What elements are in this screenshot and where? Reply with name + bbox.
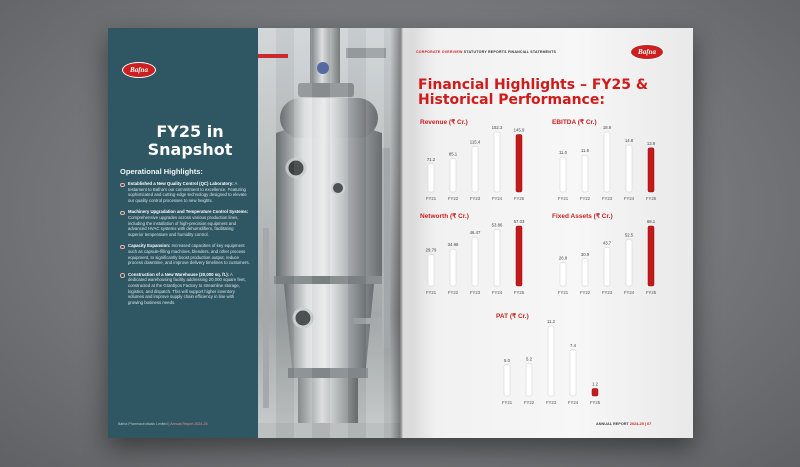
machine-photo xyxy=(258,28,400,438)
bafna-logo-right: Bafna xyxy=(630,44,664,60)
chart-data-label: 13.9 xyxy=(646,140,656,146)
chart-data-label: 30.9 xyxy=(580,251,590,257)
breadcrumb-corporate-overview: CORPORATE OVERVIEW xyxy=(416,50,463,54)
chart-data-label: 115.4 xyxy=(469,139,481,145)
chart-data-label: 71.2 xyxy=(426,156,436,162)
right-page xyxy=(400,28,693,438)
highlight-text: A dedicated warehousing facility addressing 20,000 square feet, constructed at the Grantlyon Factory to streamline storage, logistics, and dispatch. This will support higher inventory volumes and improve supply chain efficiency in line with growing business needs. xyxy=(128,271,246,305)
chart-category-label: FY21 xyxy=(557,290,569,295)
chart-category-label: FY21 xyxy=(501,400,513,405)
chart-category-label: FY23 xyxy=(469,290,481,295)
chart-bar xyxy=(494,132,500,192)
left-footer-text: Bafna Pharmaceuticals Limited xyxy=(118,422,168,426)
bafna-logo: Bafna xyxy=(122,62,156,78)
chart-bar xyxy=(604,132,610,192)
chart-bar xyxy=(428,164,434,192)
chart-data-label: 29.79 xyxy=(425,247,437,253)
chart-bar xyxy=(450,249,456,286)
right-footer xyxy=(596,422,651,426)
title-line2: Historical Performance: xyxy=(418,92,605,108)
chart-title: Fixed Assets (₹ Cr.) xyxy=(552,213,613,220)
chart-data-label: 11.6 xyxy=(580,148,590,154)
highlight-bold: Construction of a New Warehouse (20,000 sq. ft.): xyxy=(128,271,230,277)
chart-data-label: 11.0 xyxy=(558,150,568,156)
chart-bar xyxy=(570,350,576,396)
chart-data-label: 18.9 xyxy=(602,125,612,130)
chart-bar xyxy=(494,229,500,286)
breadcrumb-rest: STATUTORY REPORTS FINANCIAL STATEMENTS xyxy=(462,50,557,54)
chart-title: Networth (₹ Cr.) xyxy=(420,213,469,220)
chart-data-label: 34.98 xyxy=(447,242,459,248)
left-text-column xyxy=(108,28,258,438)
left-footer-red: Annual Report 2024-25 xyxy=(170,422,208,426)
highlight-text: Increased capacities of key equipment such as capsule-filling machines, blenders, and other process equipment, to significantly boost production output, reduce process downtime, and improve delivery timelines to customers. xyxy=(128,243,250,266)
open-brochure xyxy=(108,28,693,438)
chart-data-label: 85.1 xyxy=(448,151,458,157)
chart-bar xyxy=(428,255,434,286)
title-line1: Financial Highlights – FY25 & xyxy=(418,77,649,93)
chart-category-label: FY21 xyxy=(425,290,437,295)
chart-bar xyxy=(560,262,566,286)
list-item xyxy=(120,209,250,237)
chart-bar xyxy=(592,389,598,397)
chart-bar xyxy=(516,226,522,286)
chart-data-label: 43.7 xyxy=(602,240,612,246)
chart-data-label: 14.8 xyxy=(624,138,634,144)
financial-charts xyxy=(400,28,693,438)
chart-category-label: FY25 xyxy=(513,290,525,295)
chart-bar xyxy=(504,365,510,396)
chart-category-label: FY22 xyxy=(447,290,459,295)
chart-bar xyxy=(472,237,478,286)
chart-bar xyxy=(648,226,654,286)
chart-category-label: FY24 xyxy=(567,400,579,405)
highlight-text: A testament to Bafna's our commitment to excellence. Featuring sophisticated and cutting-edge technology designed to elevate our quality control processes to new heights. xyxy=(128,181,247,203)
chart-category-label: FY22 xyxy=(579,196,591,201)
chart-category-label: FY22 xyxy=(523,400,535,405)
chart-bar xyxy=(582,259,588,286)
chart-data-label: 57.03 xyxy=(513,219,525,224)
right-footer-red: 2024-25 | 07 xyxy=(629,422,652,426)
snapshot-title xyxy=(130,123,250,159)
chart-bar xyxy=(582,155,588,192)
chart-data-label: 152.3 xyxy=(491,125,503,130)
chart-category-label: FY24 xyxy=(623,196,635,201)
chart-category-label: FY24 xyxy=(491,290,503,295)
chart-title: Revenue (₹ Cr.) xyxy=(420,119,468,126)
right-footer-text: ANNUAL REPORT xyxy=(596,422,629,426)
operational-highlights-heading: Operational Highlights: xyxy=(120,167,203,176)
chart-category-label: FY23 xyxy=(601,196,613,201)
chart-category-label: FY21 xyxy=(425,196,437,201)
list-item xyxy=(120,181,250,203)
snapshot-title-line1: FY25 in xyxy=(156,122,224,141)
chart-data-label: 26.8 xyxy=(558,255,568,261)
chart-data-label: 7.4 xyxy=(570,342,576,348)
chart-category-label: FY25 xyxy=(513,196,525,201)
snapshot-title-line2: Snapshot xyxy=(147,140,233,159)
chart-bar xyxy=(472,147,478,192)
chart-bar xyxy=(648,148,654,192)
highlight-bold: Machinery Upgradation and Temperature Control Systems: xyxy=(128,209,249,215)
chart-data-label: 5.2 xyxy=(526,356,532,362)
chart-category-label: FY24 xyxy=(623,290,635,295)
chart-category-label: FY23 xyxy=(601,290,613,295)
chart-bar xyxy=(604,247,610,286)
chart-bar xyxy=(516,135,522,192)
chart-category-label: FY25 xyxy=(645,290,657,295)
chart-category-label: FY25 xyxy=(645,196,657,201)
list-item xyxy=(120,272,250,306)
chart-category-label: FY23 xyxy=(545,400,557,405)
highlight-bold: Established a New Quality Control (QC) Laboratory: xyxy=(128,181,234,186)
left-footer: Bafna Pharmaceuticals Limited | Annual Report 2024-25 xyxy=(118,422,208,426)
highlight-text: Comprehensive upgrades across various production lines, including the installation of high-precision equipment and advanced HVAC systems with dehumidifiers, facilitating superior temperature and humidity control. xyxy=(128,214,239,237)
highlights-list xyxy=(120,181,250,311)
chart-data-label: 52.5 xyxy=(624,232,634,238)
chart-title: EBITDA (₹ Cr.) xyxy=(552,119,597,126)
chart-category-label: FY21 xyxy=(557,196,569,201)
factory-wall xyxy=(258,28,400,438)
chart-bar xyxy=(626,145,632,192)
chart-bar xyxy=(626,240,632,286)
list-item xyxy=(120,243,250,265)
highlight-bold: Capacity Expansion: xyxy=(128,243,171,249)
chart-bar xyxy=(526,364,532,397)
chart-bar xyxy=(450,158,456,192)
chart-data-label: 53.86 xyxy=(491,222,503,228)
chart-data-label: 1.2 xyxy=(592,381,598,387)
chart-category-label: FY25 xyxy=(589,400,601,405)
chart-category-label: FY24 xyxy=(491,196,503,201)
chart-data-label: 46.47 xyxy=(469,230,481,236)
chart-data-label: 145.9 xyxy=(513,127,525,133)
photo-red-accent xyxy=(258,54,288,58)
left-page xyxy=(108,28,400,438)
chart-data-label: 68.1 xyxy=(646,219,656,224)
chart-data-label: 11.2 xyxy=(546,319,556,324)
chart-category-label: FY22 xyxy=(447,196,459,201)
chart-bar xyxy=(560,157,566,192)
chart-bar xyxy=(548,326,554,396)
chart-data-label: 5.0 xyxy=(504,357,510,363)
chart-category-label: FY22 xyxy=(579,290,591,295)
chart-title: PAT (₹ Cr.) xyxy=(496,313,529,320)
chart-category-label: FY23 xyxy=(469,196,481,201)
